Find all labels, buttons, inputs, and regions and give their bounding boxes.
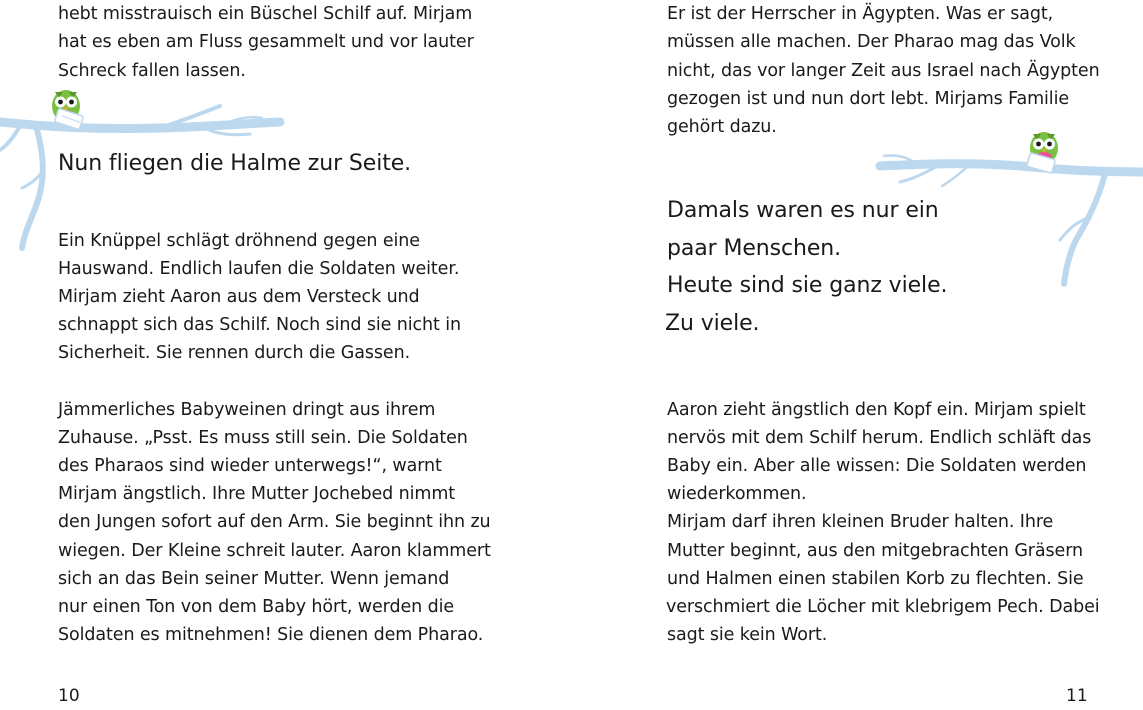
highlight-line: Damals waren es nur ein (667, 198, 939, 223)
highlight-line: Heute sind sie ganz viele. (667, 273, 948, 298)
text-line: müssen alle machen. Der Pharao mag das Volk (667, 32, 1076, 52)
text-line: den Jungen sofort auf den Arm. Sie beginnt ihn zu (58, 512, 491, 532)
text-line: Jämmerliches Babyweinen dringt aus ihrem (58, 400, 436, 420)
text-line: hebt misstrauisch ein Büschel Schilf auf. Mirjam (58, 4, 473, 24)
text-line: Mirjam ängstlich. Ihre Mutter Jochebed nimmt (58, 484, 456, 504)
highlight-line: paar Menschen. (667, 236, 841, 261)
text-line: sagt sie kein Wort. (667, 625, 828, 645)
text-line: Hauswand. Endlich laufen die Soldaten weiter. (58, 259, 460, 279)
text-line: und Halmen einen stabilen Korb zu flechten. Sie (667, 569, 1084, 589)
text-line: Mirjam zieht Aaron aus dem Versteck und (58, 287, 420, 307)
text-line: Zuhause. „Psst. Es muss still sein. Die Soldaten (58, 428, 468, 448)
text-line: nicht, das vor langer Zeit aus Israel nach Ägypten (667, 61, 1100, 81)
text-line: Ein Knüppel schlägt dröhnend gegen eine (58, 231, 420, 251)
text-line: gehört dazu. (667, 117, 777, 137)
text-line: hat es eben am Fluss gesammelt und vor lauter (58, 32, 474, 52)
text-line: Mutter beginnt, aus den mitgebrachten Gräsern (667, 541, 1083, 561)
text-line: schnappt sich das Schilf. Noch sind sie nicht in (58, 315, 461, 335)
text-line: Sicherheit. Sie rennen durch die Gassen. (58, 343, 411, 363)
text-line: Baby ein. Aber alle wissen: Die Soldaten werden (667, 456, 1087, 476)
text-line: Soldaten es mitnehmen! Sie dienen dem Pharao. (58, 625, 484, 645)
highlight-line: Zu viele. (665, 311, 760, 336)
page-number: 10 (58, 686, 80, 706)
text-line: Schreck fallen lassen. (58, 61, 246, 81)
text-line: nervös mit dem Schilf herum. Endlich schläft das (667, 428, 1092, 448)
text-line: wiederkommen. (667, 484, 807, 504)
text-line: wiegen. Der Kleine schreit lauter. Aaron klammert (58, 541, 491, 561)
text-line: sich an das Bein seiner Mutter. Wenn jemand (58, 569, 450, 589)
page-number: 11 (1066, 686, 1088, 706)
text-line: nur einen Ton von dem Baby hört, werden die (58, 597, 455, 617)
text-line: des Pharaos sind wieder unterwegs!“, warnt (58, 456, 442, 476)
text-line: verschmiert die Löcher mit klebrigem Pech. Dabei (666, 597, 1100, 617)
text-line: Mirjam darf ihren kleinen Bruder halten. Ihre (667, 512, 1054, 532)
right-page (572, 0, 1143, 710)
highlight-line: Nun fliegen die Halme zur Seite. (58, 151, 412, 176)
left-page (0, 0, 571, 710)
text-line: Er ist der Herrscher in Ägypten. Was er sagt, (667, 4, 1054, 24)
text-line: gezogen ist und nun dort lebt. Mirjams Familie (667, 89, 1070, 109)
text-line: Aaron zieht ängstlich den Kopf ein. Mirjam spielt (667, 400, 1086, 420)
